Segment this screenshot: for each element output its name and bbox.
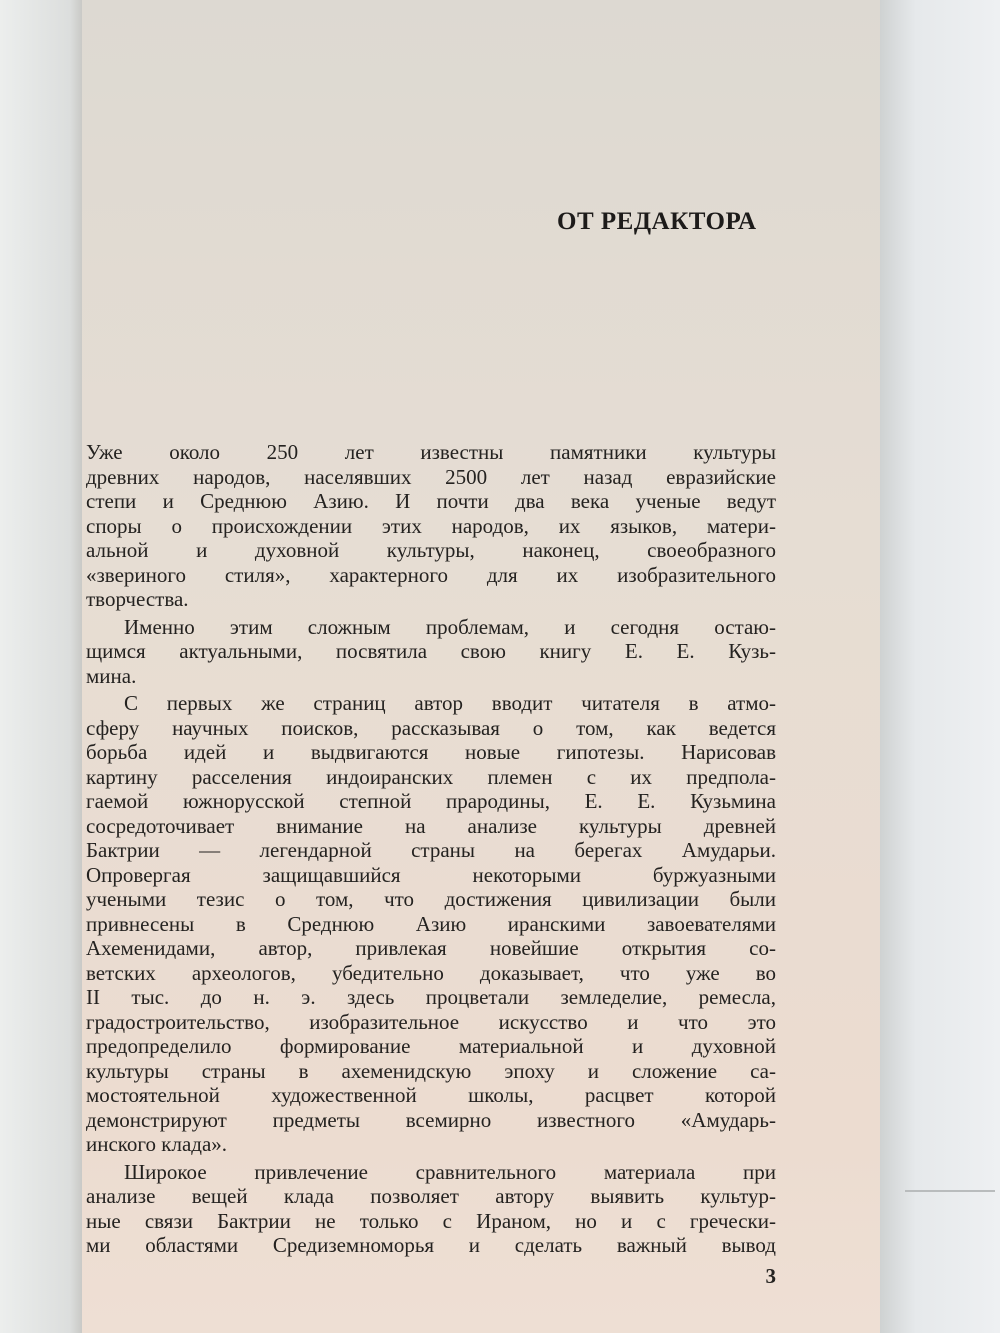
text-line: творчества. (86, 587, 189, 611)
text-line: картину расселения индоиранских племен с их предпола- (86, 764, 776, 789)
text-line: сферу научных поисков, рассказывая о том, как ведется (86, 715, 776, 740)
text-line: сосредоточивает внимание на анализе культуры древней (86, 813, 776, 838)
text-line: степи и Среднюю Азию. И почти два века ученые ведут (86, 489, 776, 513)
page-number: 3 (765, 1263, 776, 1288)
table-background (880, 0, 1000, 1333)
text-line: «звериного стиля», характерного для их изобразительного (86, 562, 776, 587)
text-line: демонстрируют предметы всемирно известного «Амударь- (86, 1107, 776, 1132)
text-line: II тыс. до н. э. здесь процветали земледелие, ремесла, (86, 985, 776, 1009)
text-line: Опровергая защищавшийся некоторыми буржуазными (86, 862, 776, 887)
text-line: культуры страны в ахеменидскую эпоху и сложение са- (86, 1058, 776, 1083)
body-text (86, 440, 776, 1288)
text-line: С первых же страниц автор вводит читателя в атмо- (124, 691, 776, 715)
text-line: Именно этим сложным проблемам, и сегодня остаю- (124, 614, 776, 639)
text-line: ветских археологов, убедительно доказывает, что уже во (86, 960, 776, 985)
text-line: Уже около 250 лет известны памятники культуры (86, 440, 776, 464)
text-line: градостроительство, изобразительное искусство и что это (86, 1009, 776, 1034)
text-line: древних народов, населявших 2500 лет назад евразийские (86, 464, 776, 489)
page-heading: ОТ РЕДАКТОРА (557, 208, 757, 235)
paragraph-1 (86, 440, 776, 612)
paragraph-3 (86, 691, 776, 1157)
text-line: Широкое привлечение сравнительного материала при (124, 1159, 776, 1184)
text-line: ми областями Средиземноморья и сделать важный вывод (86, 1233, 776, 1257)
text-line: мина. (86, 663, 137, 688)
text-line: инского клада». (86, 1132, 228, 1156)
text-line: Ахеменидами, автор, привлекая новейшие открытия со- (86, 936, 776, 960)
text-line: споры о происхождении этих народов, их языков, матери- (86, 513, 776, 538)
text-line: Бактрии — легендарной страны на берегах Амударьи. (86, 838, 776, 862)
text-line: альной и духовной культуры, наконец, своеобразного (86, 538, 776, 562)
text-line: предопределило формирование материальной и духовной (86, 1034, 776, 1058)
text-line: борьба идей и выдвигаются новые гипотезы. Нарисовав (86, 740, 776, 764)
paragraph-2 (86, 615, 776, 689)
text-line: щимся актуальными, посвятила свою книгу Е. Е. Кузь- (86, 639, 776, 663)
previous-page-edge (0, 0, 82, 1333)
text-line: привнесены в Среднюю Азию иранскими завоевателями (86, 911, 776, 936)
text-line: мостоятельной художественной школы, расцвет которой (86, 1083, 776, 1107)
text-line: ные связи Бактрии не только с Ираном, но и с гречески- (86, 1208, 776, 1233)
text-line: анализе вещей клада позволяет автору выявить культур- (86, 1184, 776, 1208)
paragraph-4 (86, 1160, 776, 1258)
smudge-mark (905, 1190, 995, 1192)
text-line: учеными тезис о том, что достижения цивилизации были (86, 887, 776, 911)
text-line: гаемой южнорусской степной прародины, Е. Е. Кузьмина (86, 789, 776, 813)
